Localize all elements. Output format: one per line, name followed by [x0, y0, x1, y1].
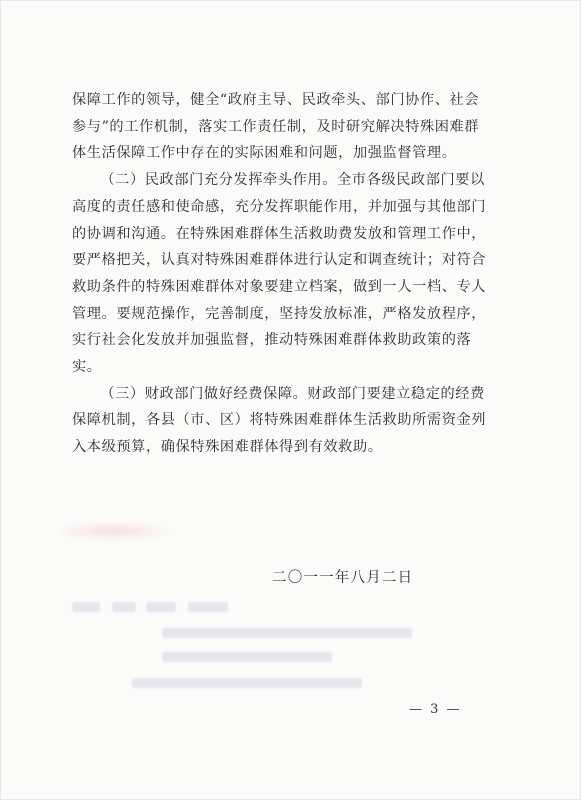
paragraph-2-line-2: 高度的责任感和使命感，充分发挥职能作用，并加强与其他部门: [72, 198, 487, 215]
paragraph-1-line-3: 体生活保障工作中存在的实际困难和问题，加强监督管理。: [72, 145, 457, 162]
paragraph-3: [72, 381, 516, 461]
document-date: 二〇一一年八月二日: [272, 570, 414, 586]
paragraph-1-line-2: 参与”的工作机制，落实工作责任制，及时研究解决特殊困难群: [72, 118, 480, 135]
paragraph-3-line-3: 入本级预算，确保特殊困难群体得到有效救助。: [72, 439, 383, 456]
document-body: [72, 87, 516, 461]
paragraph-2-line-4: 要严格把关，认真对特殊困难群体进行认定和调查统计；对符合: [72, 252, 487, 269]
paragraph-2-line-6: 管理。要规范操作，完善制度，坚持发放标准，严格发放程序，: [72, 305, 487, 322]
paragraph-2-line-7: 实行社会化发放并加强监督，推动特殊困难群体救助政策的落: [72, 332, 472, 349]
paragraph-1: [72, 87, 516, 167]
faint-bleedthrough-text-area: [72, 596, 432, 716]
paragraph-3-line-2: 保障机制，各县（市、区）将特殊困难群体生活救助所需资金列: [72, 412, 487, 429]
paragraph-1-line-1: 保障工作的领导，健全“政府主导、民政牵头、部门协作、社会: [72, 92, 480, 108]
paragraph-2-line-5: 救助条件的特殊困难群体对象要建立档案，做到一人一档、专人: [72, 278, 487, 295]
paragraph-2-line-8: 实。: [72, 359, 102, 376]
paragraph-3-line-1: （三）财政部门做好经费保障。财政部门要建立稳定的经费: [100, 385, 485, 402]
paragraph-2-line-1: （二）民政部门充分发挥牵头作用。全市各级民政部门要以: [100, 172, 485, 189]
faint-red-stamp-mark: [54, 520, 174, 542]
paragraph-2: [72, 167, 516, 381]
paragraph-2-line-3: 的协调和沟通。在特殊困难群体生活救助费发放和管理工作中，: [72, 225, 487, 242]
page-number: — 3 —: [409, 702, 462, 717]
